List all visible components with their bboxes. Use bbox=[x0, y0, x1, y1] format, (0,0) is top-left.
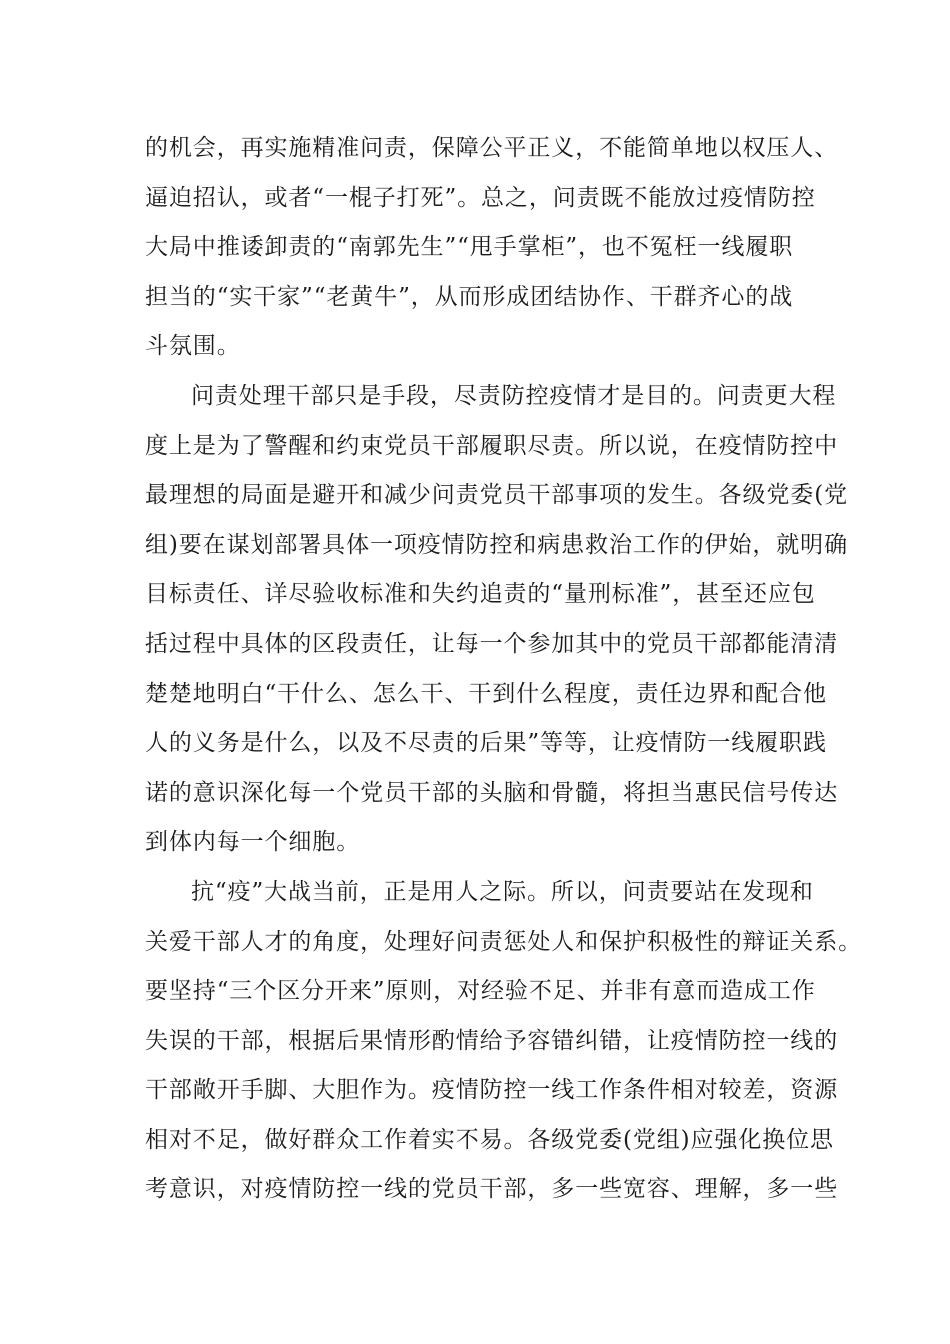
text-line: 大局中推诿卸责的“南郭先生”“甩手掌柜”，也不冤枉一线履职 bbox=[145, 234, 794, 261]
text-line: 组)要在谋划部署具体一项疫情防控和病患救治工作的伊始，就明确 bbox=[145, 531, 848, 558]
text-line: 目标责任、详尽验收标准和失约追责的“量刑标准”，甚至还应包 bbox=[145, 581, 816, 608]
body-text bbox=[145, 133, 862, 1224]
text-line: 干部敞开手脚、大胆作为。疫情防控一线工作条件相对较差，资源 bbox=[145, 1077, 839, 1104]
text-line: 考意识，对疫情防控一线的党员干部，多一些宽容、理解，多一些 bbox=[145, 1176, 839, 1203]
text-line: 斗氛围。 bbox=[145, 333, 241, 360]
text-line: 括过程中具体的区段责任，让每一个参加其中的党员干部都能清清 bbox=[145, 630, 839, 657]
text-line: 最理想的局面是避开和减少问责党员干部事项的发生。各级党委(党 bbox=[145, 482, 848, 509]
text-line: 楚楚地明白“干什么、怎么干、干到什么程度，责任边界和配合他 bbox=[145, 680, 827, 707]
paragraph-3 bbox=[145, 877, 862, 1224]
text-line: 担当的“实干家”“老黄牛”，从而形成团结协作、干群齐心的战 bbox=[145, 283, 794, 310]
text-line: 相对不足，做好群众工作着实不易。各级党委(党组)应强化换位思 bbox=[145, 1126, 834, 1153]
text-line: 到体内每一个细胞。 bbox=[145, 829, 361, 856]
text-line: 问责处理干部只是手段，尽责防控疫情才是目的。问责更大程 bbox=[191, 382, 837, 409]
text-line: 的机会，再实施精准问责，保障公平正义，不能简单地以权压人、 bbox=[145, 135, 839, 161]
text-line: 关爱干部人才的角度，处理好问责惩处人和保护积极性的辩证关系。 bbox=[145, 928, 862, 955]
text-line: 诺的意识深化每一个党员干部的头脑和骨髓，将担当惠民信号传达 bbox=[145, 779, 839, 806]
text-line: 人的义务是什么，以及不尽责的后果”等等，让疫情防一线履职践 bbox=[145, 730, 827, 757]
text-line: 要坚持“三个区分开来”原则，对经验不足、并非有意而造成工作 bbox=[145, 978, 816, 1005]
text-line: 失误的干部，根据后果情形酌情给予容错纠错，让疫情防控一线的 bbox=[145, 1027, 839, 1054]
paragraph-2 bbox=[145, 381, 848, 877]
paragraph-1 bbox=[145, 133, 839, 381]
text-line: 逼迫招认，或者“一棍子打死”。总之，问责既不能放过疫情防控 bbox=[145, 184, 816, 211]
text-line: 抗“疫”大战当前，正是用人之际。所以，问责要站在发现和 bbox=[191, 878, 814, 905]
text-line: 度上是为了警醒和约束党员干部履职尽责。所以说，在疫情防控中 bbox=[145, 432, 839, 459]
